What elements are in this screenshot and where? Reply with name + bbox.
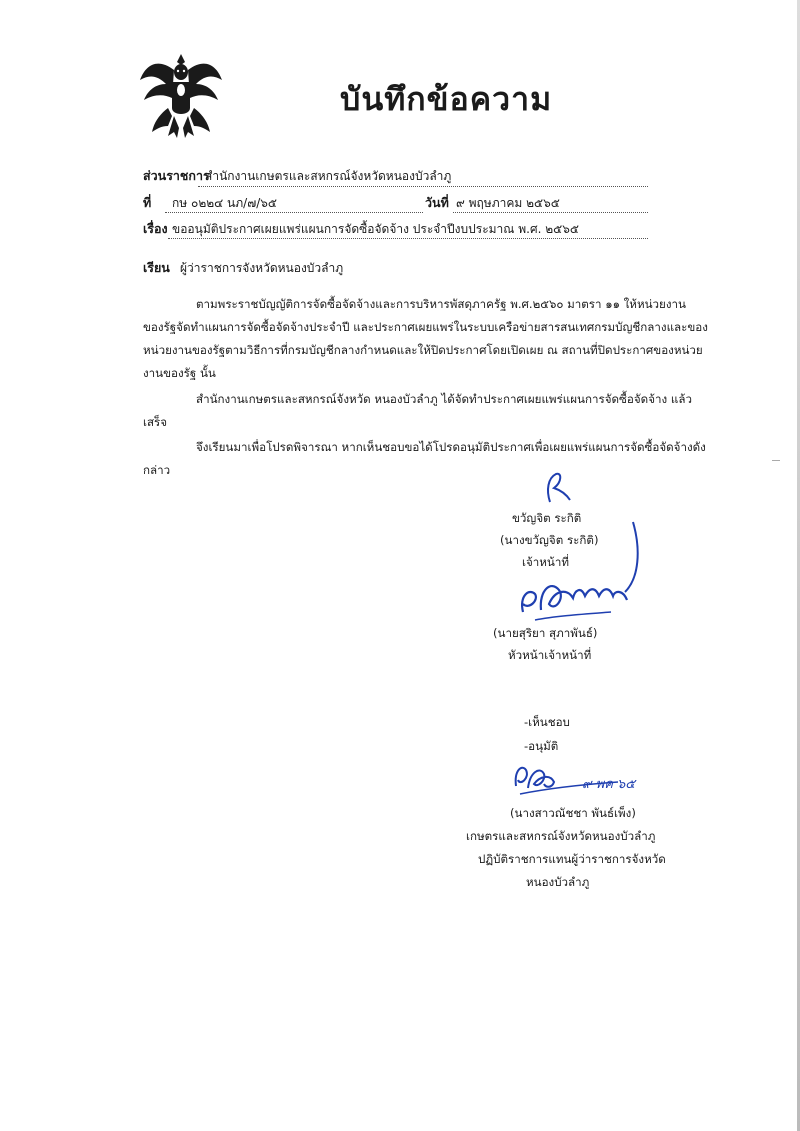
date-value: ๙ พฤษภาคม ๒๕๖๕ (456, 196, 560, 210)
head-full-name: (นายสุริยา สุภาพันธ์) (493, 626, 598, 640)
officer-position: เจ้าหน้าที่ (522, 555, 569, 569)
approve-approved: -อนุมัติ (524, 739, 559, 753)
subject-value: ขออนุมัติประกาศเผยแพร่แผนการจัดซื้อจัดจ้าง ประจำปีงบประมาณ พ.ศ. ๒๕๖๕ (172, 222, 579, 236)
approver-full-name: (นางสาวณัชชา พันธ์เพ็ง) (510, 806, 636, 820)
to-value: ผู้ว่าราชการจังหวัดหนองบัวลำภู (180, 261, 344, 275)
ref-label: ที่ (143, 195, 152, 210)
para1-line4: งานของรัฐ นั้น (143, 366, 216, 380)
para3-line2: กล่าว (143, 463, 171, 477)
date-underline (453, 212, 648, 213)
approver-position-line2: ปฏิบัติราชการแทนผู้ว่าราชการจังหวัด (478, 852, 666, 866)
approve-agree: -เห็นชอบ (524, 715, 570, 729)
para1-line1: ตามพระราชบัญญัติการจัดซื้อจัดจ้างและการบริหารพัสดุภาครัฐ พ.ศ.๒๕๖๐ มาตรา ๑๑ ให้หน่วยงาน (196, 297, 686, 311)
para1-line2: ของรัฐจัดทำแผนการจัดซื้อจัดจ้างประจำปี และประกาศเผยแพร่ในระบบเครือข่ายสารสนเทศกรมบัญชีกลางและของ (143, 320, 708, 334)
garuda-emblem-icon (138, 50, 224, 142)
page-title: บันทึกข้อความ (340, 80, 553, 118)
subject-underline (168, 238, 648, 239)
head-signature-scribble (515, 520, 655, 625)
ref-value: กษ ๐๒๒๔ นภ/๗/๖๕ (172, 196, 277, 210)
date-label: วันที่ (425, 195, 449, 210)
head-position: หัวหน้าเจ้าหน้าที่ (508, 648, 592, 662)
ref-underline (165, 212, 423, 213)
officer-name: ขวัญจิต ระกิติ (512, 511, 582, 525)
para2-line2: เสร็จ (143, 415, 168, 429)
scan-mark (772, 460, 780, 461)
approver-position-line1: เกษตรและสหกรณ์จังหวัดหนองบัวลำภู (466, 829, 656, 843)
para3-line1: จึงเรียนมาเพื่อโปรดพิจารณา หากเห็นชอบขอได้โปรดอนุมัติประกาศเพื่อเผยแพร่แผนการจัดซื้อจัดจ้างดัง (196, 440, 706, 454)
agency-value: สำนักงานเกษตรและสหกรณ์จังหวัดหนองบัวลำภู (205, 169, 452, 183)
svg-text:๙ พค ๖๕: ๙ พค ๖๕ (582, 777, 636, 792)
para2-line1: สำนักงานเกษตรและสหกรณ์จังหวัด หนองบัวลำภู ได้จัดทำประกาศเผยแพร่แผนการจัดซื้อจัดจ้าง แล้ว (196, 392, 692, 406)
agency-underline (198, 186, 648, 187)
officer-full-name: (นางขวัญจิต ระกิติ) (500, 533, 599, 547)
approver-position-line3: หนองบัวลำภู (526, 875, 590, 889)
agency-label: ส่วนราชการ (143, 168, 210, 183)
approver-signature-scribble (510, 758, 650, 802)
subject-label: เรื่อง (143, 221, 168, 236)
officer-signature-scribble (540, 468, 580, 508)
para1-line3: หน่วยงานของรัฐตามวิธีการที่กรมบัญชีกลางกำหนดและให้ปิดประกาศโดยเปิดเผย ณ สถานที่ปิดประกาศของหน่วย (143, 343, 703, 357)
to-label: เรียน (143, 260, 170, 275)
